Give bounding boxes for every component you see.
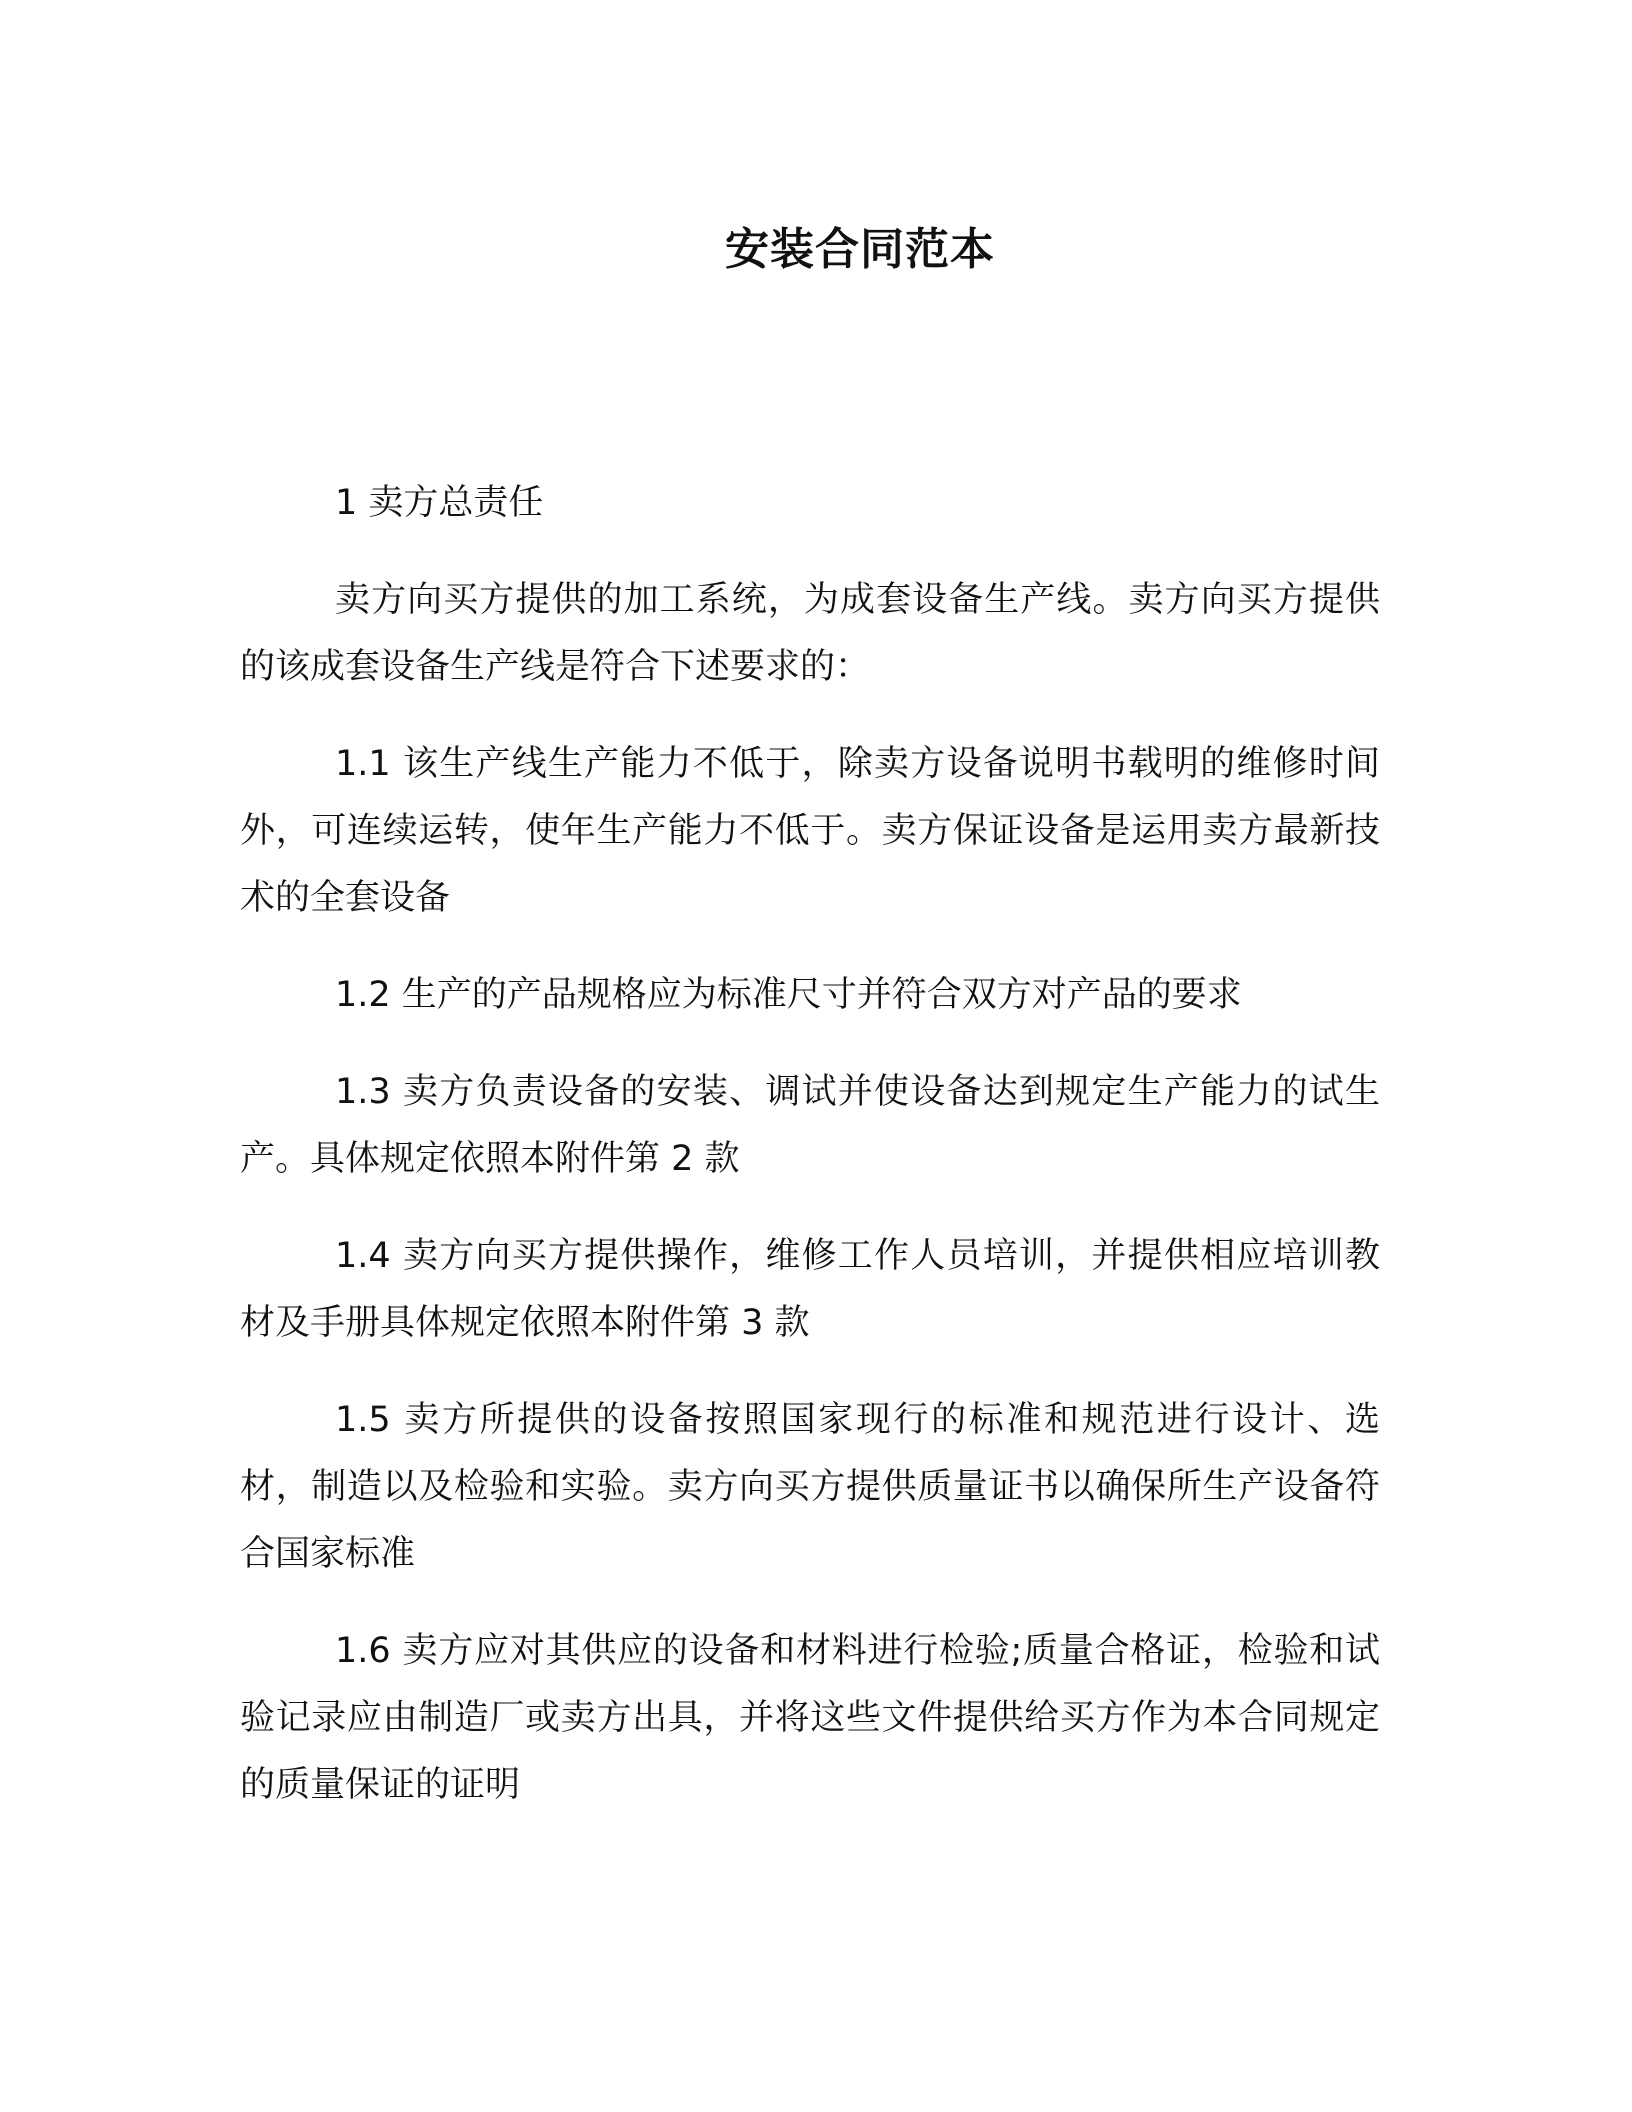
paragraph-intro: 卖方向买方提供的加工系统，为成套设备生产线。卖方向买方提供的该成套设备生产线是符合下述要求的： [240,580,1380,687]
clause-1-1: 1.1 该生产线生产能力不低于，除卖方设备说明书载明的维修时间外，可连续运转，使年生产能力不低于。卖方保证设备是运用卖方最新技术的全套设备 [240,744,1380,918]
document-title: 安装合同范本 [725,224,995,275]
clause-1-5: 1.5 卖方所提供的设备按照国家现行的标准和规范进行设计、选材，制造以及检验和实验。卖方向买方提供质量证书以确保所生产设备符合国家标准 [240,1400,1380,1574]
clause-1-6: 1.6 卖方应对其供应的设备和材料进行检验;质量合格证，检验和试验记录应由制造厂或卖方出具，并将这些文件提供给买方作为本合同规定的质量保证的证明 [240,1631,1380,1805]
clause-1-4: 1.4 卖方向买方提供操作，维修工作人员培训，并提供相应培训教材及手册具体规定依照本附件第 3 款 [240,1236,1380,1343]
section-heading-1: 1 卖方总责任 [335,483,544,523]
clause-1-2: 1.2 生产的产品规格应为标准尺寸并符合双方对产品的要求 [335,975,1242,1015]
document-body [240,470,1380,1849]
clause-1-3: 1.3 卖方负责设备的安装、调试并使设备达到规定生产能力的试生产。具体规定依照本附件第 2 款 [240,1072,1380,1179]
